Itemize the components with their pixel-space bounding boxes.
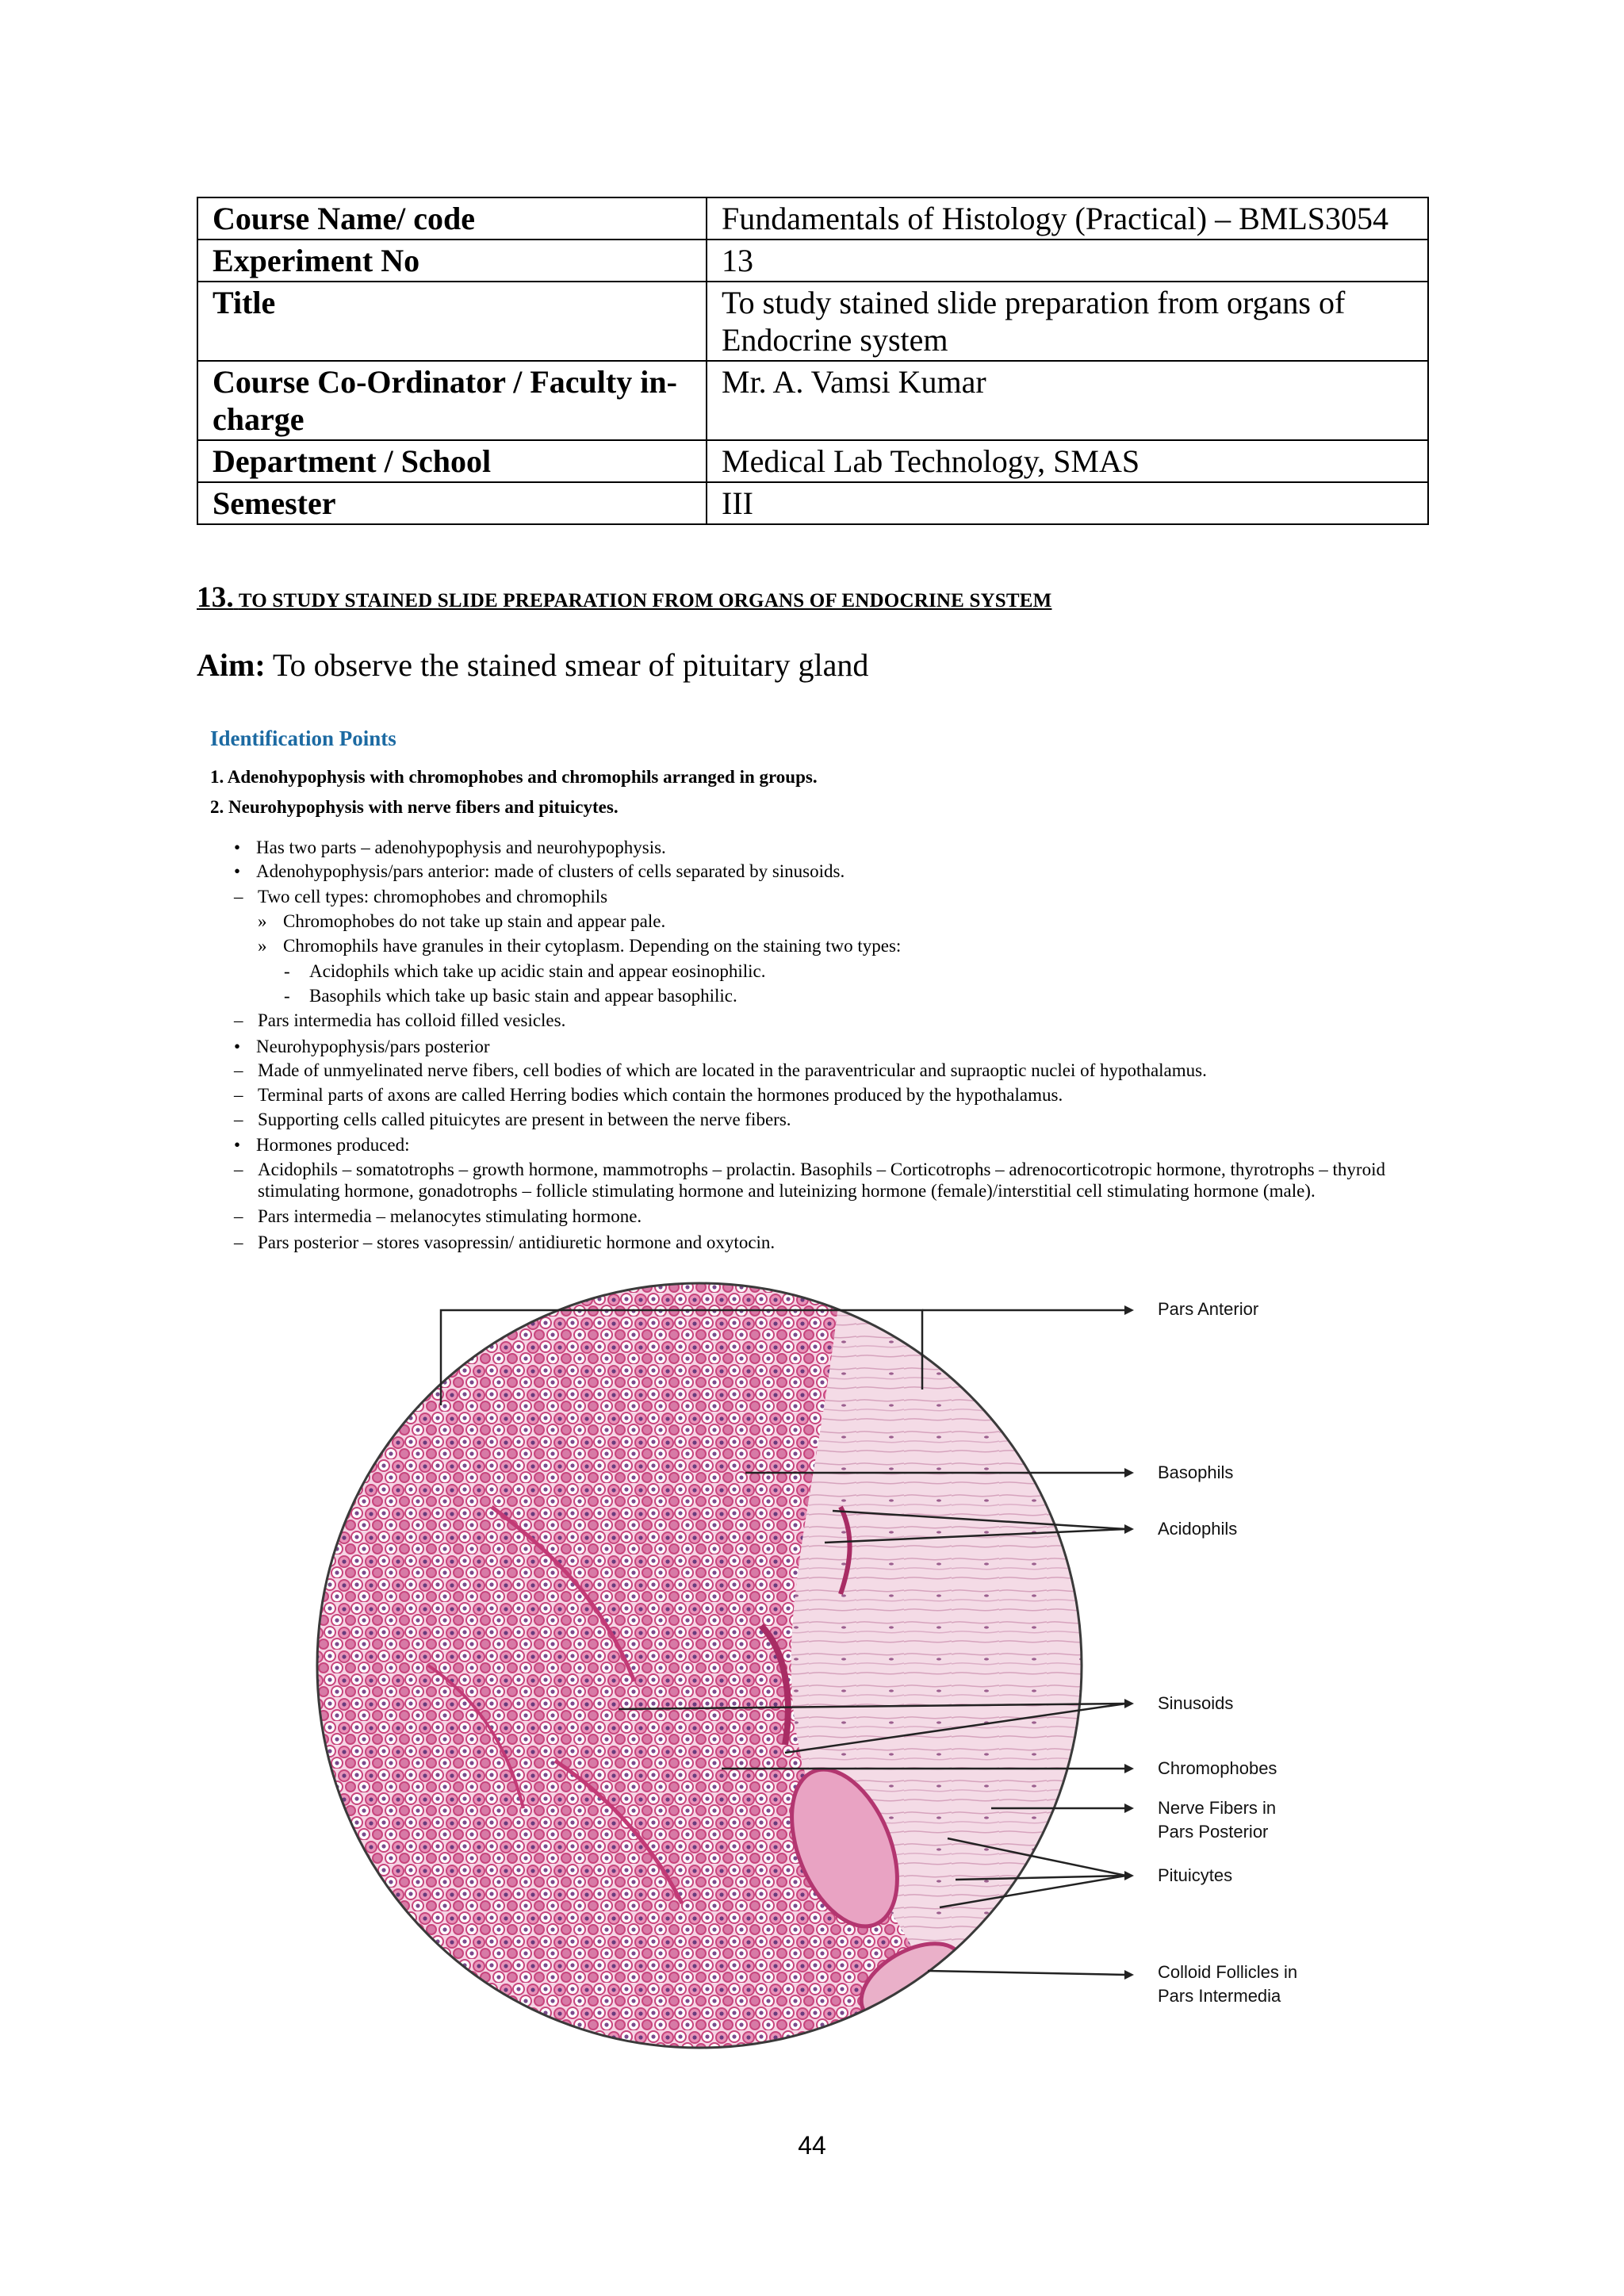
section-heading <box>197 581 1051 615</box>
pituitary-diagram <box>0 1269 1624 2110</box>
aim-label: Aim: <box>197 647 266 683</box>
note-text: stimulating hormone, gonadotrophs – follicle stimulating hormone and luteinizing hormone (female)/interstitial cell stimulating hormone (male). <box>258 1181 1316 1201</box>
section-title: TO STUDY STAINED SLIDE PREPARATION FROM ORGANS OF ENDOCRINE SYSTEM <box>238 590 1052 611</box>
note-text: Basophils which take up basic stain and appear basophilic. <box>309 986 737 1006</box>
label-pituicytes: Pituicytes <box>1158 1865 1233 1885</box>
label-nerve-fibers <box>1158 1796 1276 1844</box>
note-text: Made of unmyelinated nerve fibers, cell bodies of which are located in the paraventricular and supraoptic nuclei of hypothalamus. <box>258 1060 1207 1080</box>
note-text: Hormones produced: <box>256 1135 410 1155</box>
row-label: Experiment No <box>197 240 707 282</box>
label-chromophobes: Chromophobes <box>1158 1758 1277 1778</box>
table-row <box>197 282 1428 361</box>
note-text: Pars intermedia has colloid filled vesicles. <box>258 1010 566 1030</box>
note-text: Terminal parts of axons are called Herring bodies which contain the hormones produced by the hypothalamus. <box>258 1085 1063 1105</box>
note-text: Chromophobes do not take up stain and appear pale. <box>283 911 666 931</box>
note-text: Neurohypophysis/pars posterior <box>256 1037 490 1056</box>
row-label: Semester <box>197 482 707 524</box>
note-marker: – <box>234 1232 243 1252</box>
row-value: To study stained slide preparation from organs of Endocrine system <box>707 282 1428 361</box>
row-value: Fundamentals of Histology (Practical) – BMLS3054 <box>707 197 1428 240</box>
note-marker: – <box>234 1060 243 1080</box>
table-row <box>197 197 1428 240</box>
note-text: Pars posterior – stores vasopressin/ antidiuretic hormone and oxytocin. <box>258 1232 776 1252</box>
note-marker: – <box>234 1085 243 1105</box>
row-label: Course Co-Ordinator / Faculty in-charge <box>197 361 707 440</box>
row-value: III <box>707 482 1428 524</box>
note-marker: – <box>234 887 243 907</box>
label-acidophils: Acidophils <box>1158 1519 1238 1539</box>
row-label: Course Name/ code <box>197 197 707 240</box>
identification-point: 2. Neurohypophysis with nerve fibers and pituicytes. <box>210 797 619 817</box>
note-text: Supporting cells called pituicytes are present in between the nerve fibers. <box>258 1110 791 1129</box>
label-basophils: Basophils <box>1158 1462 1234 1482</box>
aim-line <box>197 646 868 684</box>
identification-point: 1. Adenohypophysis with chromophobes and chromophils arranged in groups. <box>210 767 818 787</box>
note-text: Chromophils have granules in their cytoplasm. Depending on the staining two types: <box>283 936 902 956</box>
note-marker: » <box>258 936 267 956</box>
note-marker: – <box>234 1010 243 1030</box>
note-marker: • <box>234 1135 241 1155</box>
note-marker: - <box>284 961 290 981</box>
table-row <box>197 482 1428 524</box>
row-label: Title <box>197 282 707 361</box>
label-colloid-line2: Pars Intermedia <box>1158 1986 1281 2006</box>
note-text: Acidophils – somatotrophs – growth hormone, mammotrophs – prolactin. Basophils – Corticotrophs – adrenocorticotropic hormone, thyrotrophs – thyroid <box>258 1159 1385 1179</box>
note-marker: • <box>234 1037 241 1056</box>
table-row <box>197 440 1428 482</box>
table-row <box>197 361 1428 440</box>
label-nerve-fibers-line2: Pars Posterior <box>1158 1822 1269 1842</box>
label-colloid-follicles <box>1158 1961 1297 2008</box>
note-text: Two cell types: chromophobes and chromophils <box>258 887 608 907</box>
note-text: Pars intermedia – melanocytes stimulating hormone. <box>258 1206 642 1226</box>
row-value: 13 <box>707 240 1428 282</box>
row-value: Medical Lab Technology, SMAS <box>707 440 1428 482</box>
page-number: 44 <box>798 2131 826 2160</box>
note-marker: • <box>234 861 241 881</box>
label-sinusoids: Sinusoids <box>1158 1693 1234 1713</box>
note-text: Adenohypophysis/pars anterior: made of clusters of cells separated by sinusoids. <box>256 861 845 881</box>
label-nerve-fibers-line1: Nerve Fibers in <box>1158 1798 1277 1818</box>
identification-title: Identification Points <box>210 726 396 750</box>
note-marker: – <box>234 1159 243 1179</box>
section-number: 13. <box>197 581 234 614</box>
note-marker: » <box>258 911 267 931</box>
note-marker: – <box>234 1206 243 1226</box>
aim-text: To observe the stained smear of pituitary gland <box>272 647 869 683</box>
note-marker: • <box>234 838 241 857</box>
table-row <box>197 240 1428 282</box>
note-marker: - <box>284 986 290 1006</box>
course-info-table <box>197 197 1429 525</box>
note-text: Has two parts – adenohypophysis and neurohypophysis. <box>256 838 666 857</box>
note-marker: – <box>234 1110 243 1129</box>
row-label: Department / School <box>197 440 707 482</box>
label-pars-anterior: Pars Anterior <box>1158 1299 1259 1319</box>
label-colloid-line1: Colloid Follicles in <box>1158 1962 1298 1982</box>
row-value: Mr. A. Vamsi Kumar <box>707 361 1428 440</box>
note-text: Acidophils which take up acidic stain and appear eosinophilic. <box>309 961 766 981</box>
